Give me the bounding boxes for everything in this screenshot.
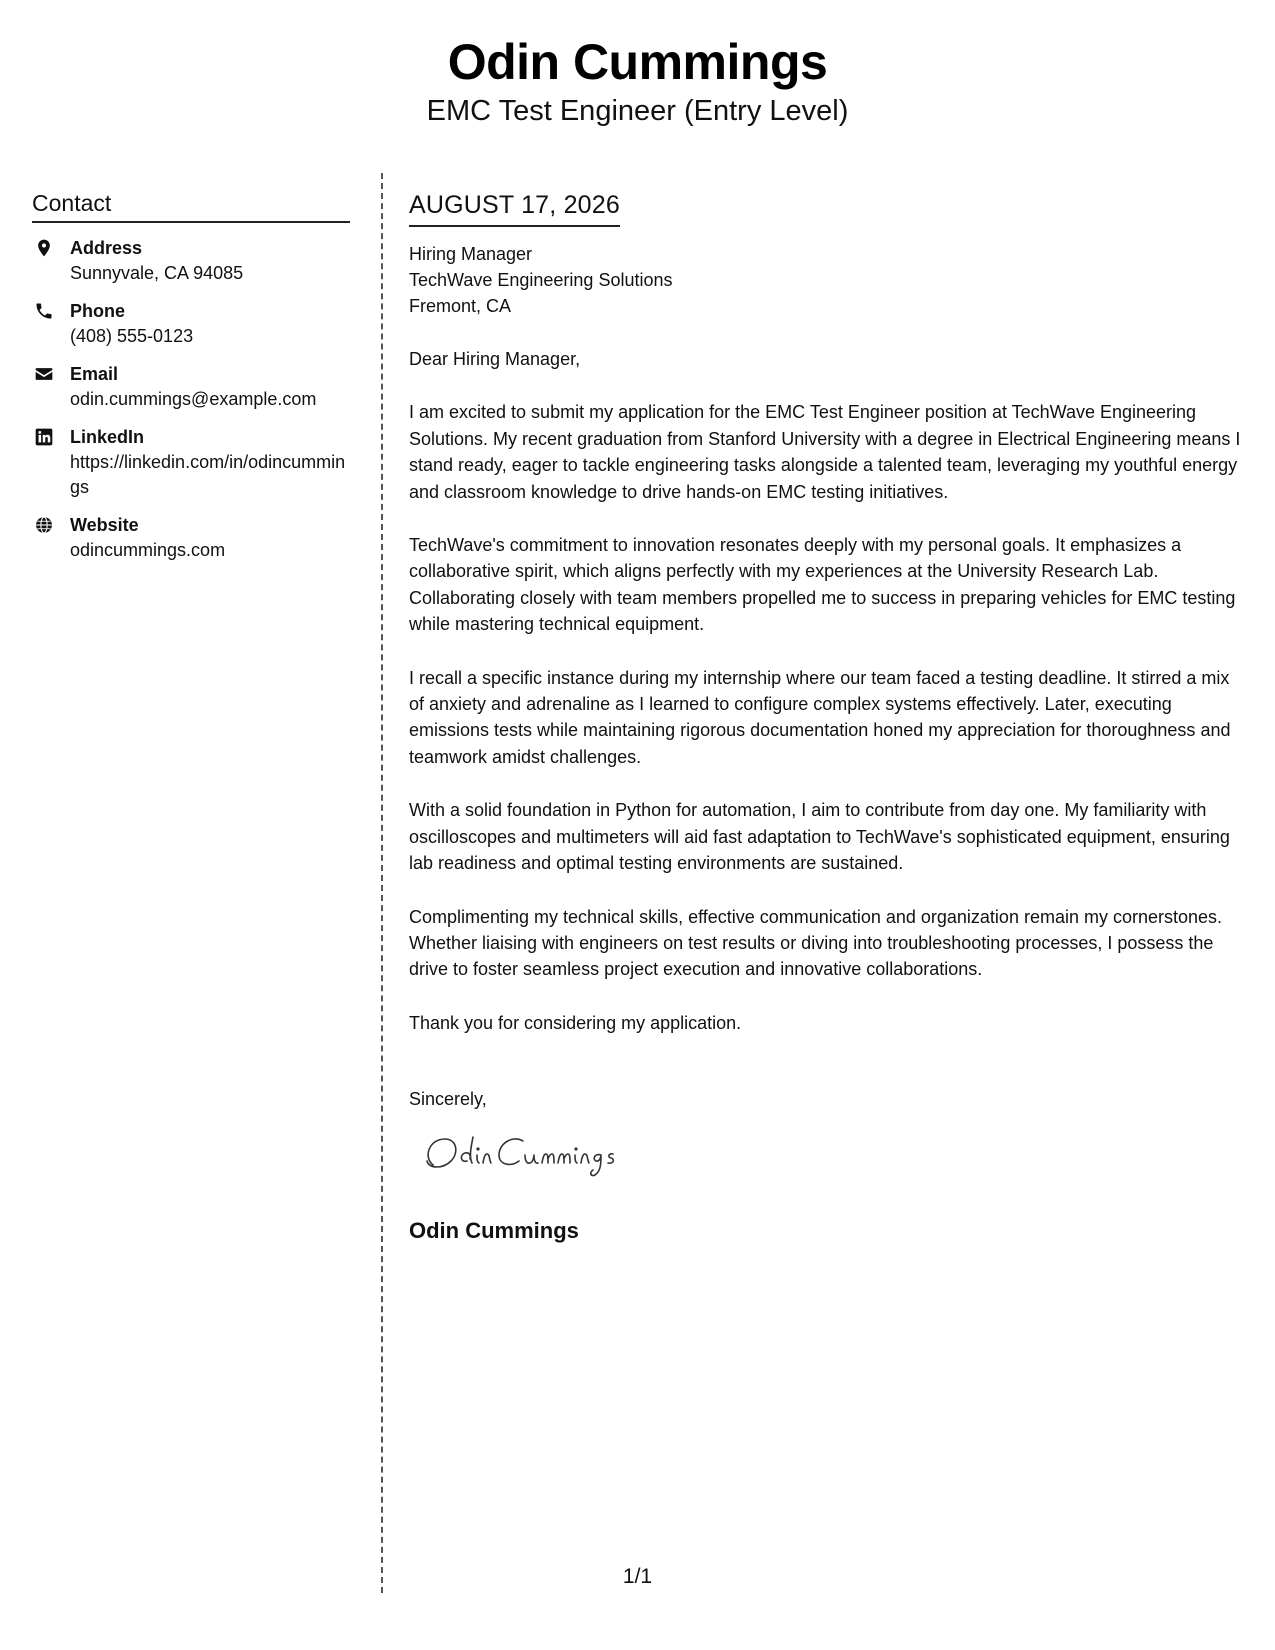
contact-website-label: Website (70, 515, 139, 535)
applicant-role: EMC Test Engineer (Entry Level) (426, 95, 849, 127)
recipient-company: TechWave Engineering Solutions (409, 270, 673, 290)
map-pin-icon (34, 238, 54, 258)
thank-you-paragraph: Thank you for considering my application. (409, 1012, 742, 1033)
letter-body (409, 188, 1245, 1246)
page-number: 1/1 (622, 1565, 653, 1588)
contact-website-value[interactable]: odincummings.com (70, 540, 226, 560)
linkedin-icon (34, 427, 54, 447)
body-paragraph: I recall a specific instance during my internship where our team faced a testing deadline. It stirred a mix of anxiety and adrenaline as I learned to configure complex systems effectively. Later, executing emissions tests while maintaining rigorous documentation honed my appreciation for thoroughness and teamwork amidst challenges. (409, 667, 1231, 767)
contact-email-value[interactable]: odin.cummings@example.com (70, 389, 317, 409)
recipient-block (409, 241, 1245, 319)
phone-icon (34, 301, 54, 321)
handwritten-signature (415, 1127, 675, 1189)
applicant-name: Odin Cummings (447, 34, 828, 90)
body-paragraph: I am excited to submit my application for the EMC Test Engineer position at TechWave Engineering Solutions. My recent graduation from Stanford University with a degree in Electrical Engineering means I stand ready, eager to tackle engineering tasks alongside a talented team, leveraging my youthful energy and classroom knowledge to drive hands-on EMC testing initiatives. (409, 402, 1241, 502)
letter-date: AUGUST 17, 2026 (409, 188, 620, 227)
globe-icon (34, 515, 54, 535)
contact-address-label: Address (70, 238, 143, 258)
contact-heading: Contact (32, 188, 350, 223)
body-paragraph: TechWave's commitment to innovation resonates deeply with my personal goals. It emphasizes a collaborative spirit, which aligns perfectly with my experiences at the University Research Lab. Collaborating closely with team members propelled me to success in preparing vehicles for EMC testing while mastering technical equipment. (409, 535, 1236, 635)
recipient-title: Hiring Manager (409, 244, 533, 264)
body-paragraph: With a solid foundation in Python for automation, I aim to contribute from day one. My familiarity with oscilloscopes and multimeters will aid fast adaptation to TechWave's sophisticated equipment, ensuring lab readiness and optimal testing environments are sustained. (409, 800, 1230, 874)
contact-linkedin (32, 425, 350, 500)
contact-email (32, 362, 350, 412)
contact-address (32, 236, 350, 286)
contact-sidebar (32, 188, 350, 563)
salutation: Dear Hiring Manager, (409, 349, 581, 369)
contact-website (32, 513, 350, 563)
contact-phone-label: Phone (70, 301, 126, 321)
column-divider (381, 173, 383, 1593)
letter-header (0, 30, 1275, 130)
envelope-icon (34, 364, 54, 384)
signed-name: Odin Cummings (409, 1217, 579, 1243)
contact-email-label: Email (70, 364, 119, 384)
contact-phone-value: (408) 555-0123 (70, 326, 194, 346)
contact-linkedin-value[interactable]: https://linkedin.com/in/odincummings (70, 452, 346, 497)
contact-address-value: Sunnyvale, CA 94085 (70, 263, 244, 283)
closing: Sincerely, (409, 1089, 487, 1110)
contact-phone (32, 299, 350, 349)
body-paragraph: Complimenting my technical skills, effective communication and organization remain my cornerstones. Whether liaising with engineers on test results or diving into troubleshooting processes, I possess the drive to foster seamless project execution and innovative collaborations. (409, 906, 1223, 980)
recipient-location: Fremont, CA (409, 296, 512, 316)
contact-linkedin-label: LinkedIn (70, 427, 145, 447)
